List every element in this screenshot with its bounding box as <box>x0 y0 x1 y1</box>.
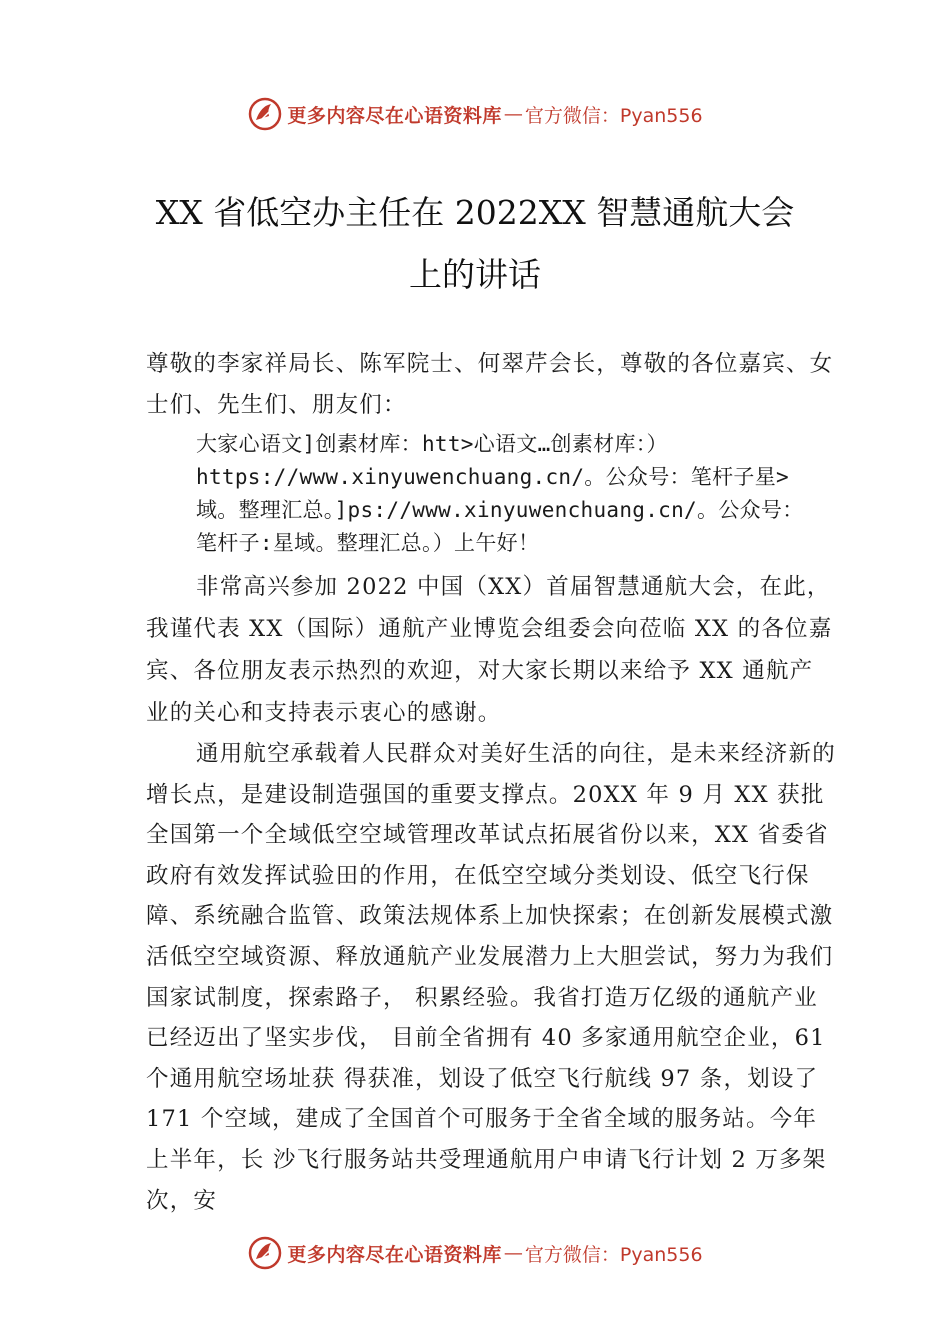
quote-line-3: 域。整理汇总。]ps://www.xinyuwenchuang.cn/。公众号： <box>196 498 804 522</box>
banner-brand-text: 更多内容尽在心语资料库 <box>287 104 502 127</box>
inserted-quote-block <box>196 428 856 560</box>
greeting-paragraph <box>146 344 836 426</box>
banner-brand-text: 更多内容尽在心语资料库 <box>287 1243 502 1266</box>
banner-wechat-text: 官方微信：Pyan556 <box>524 104 703 127</box>
header-banner <box>0 94 950 134</box>
footer-banner <box>0 1233 950 1273</box>
paragraph-2-text: 通用航空承载着人民群众对美好生活的向往，是未来经济新的增长点，是建设制造强国的重要支撑点。20XX 年 9 月 XX 获批全国第一个全域低空空域管理改革试点拓展省份以来，XX 省委省政府有效发挥试验田的作用，在低空空域分类划设、低空飞行保障、系统融合监管、政策法规体系上加快探索；在创新发展模式激活低空空域资源、释放通航产业发展潜力上大胆尝试，努力为我们国家试制度，探索路子， 积累经验。我省打造万亿级的通航产业已经迈出了坚实步伐， 目前全省拥有 40 多家通用航空企业，61 个通用航空场址获 得获准，划设了低空飞行航线 97 条，划设了 171 个空域，建成了全国首个可服务于全省全域的服务站。今年上半年，长 沙飞行服务站共受理通航用户申请飞行计划 2 万多架次，安 <box>146 741 836 1214</box>
quote-line-2: https://www.xinyuwenchuang.cn/。公众号：笔杆子星> <box>196 465 789 489</box>
paragraph-1 <box>146 566 836 734</box>
banner-dash: — <box>503 103 523 125</box>
title-line-2: 上的讲话 <box>409 255 541 294</box>
banner-wechat-text: 官方微信：Pyan556 <box>524 1243 703 1266</box>
banner-dash: — <box>503 1242 523 1264</box>
brand-logo-icon <box>247 96 283 132</box>
document-title <box>100 182 850 306</box>
quote-line-1: 大家心语文]创素材库：htt>心语文…创素材库：） <box>196 432 668 456</box>
title-line-1: XX 省低空办主任在 2022XX 智慧通航大会 <box>155 193 795 232</box>
quote-line-4: 笔杆子:星域。整理汇总。）上午好！ <box>196 531 540 555</box>
paragraph-1-text: 非常高兴参加 2022 中国（XX）首届智慧通航大会，在此，我谨代表 XX（国际）通航产业博览会组委会向莅临 XX 的各位嘉宾、各位朋友表示热烈的欢迎，对大家长期以来给予 XX 通航产业的关心和支持表示衷心的感谢。 <box>146 574 833 726</box>
paragraph-2 <box>146 734 836 1221</box>
brand-logo-icon <box>247 1235 283 1271</box>
greeting-text: 尊敬的李家祥局长、陈军院士、何翠芹会长，尊敬的各位嘉宾、女士们、先生们、朋友们： <box>146 351 834 418</box>
